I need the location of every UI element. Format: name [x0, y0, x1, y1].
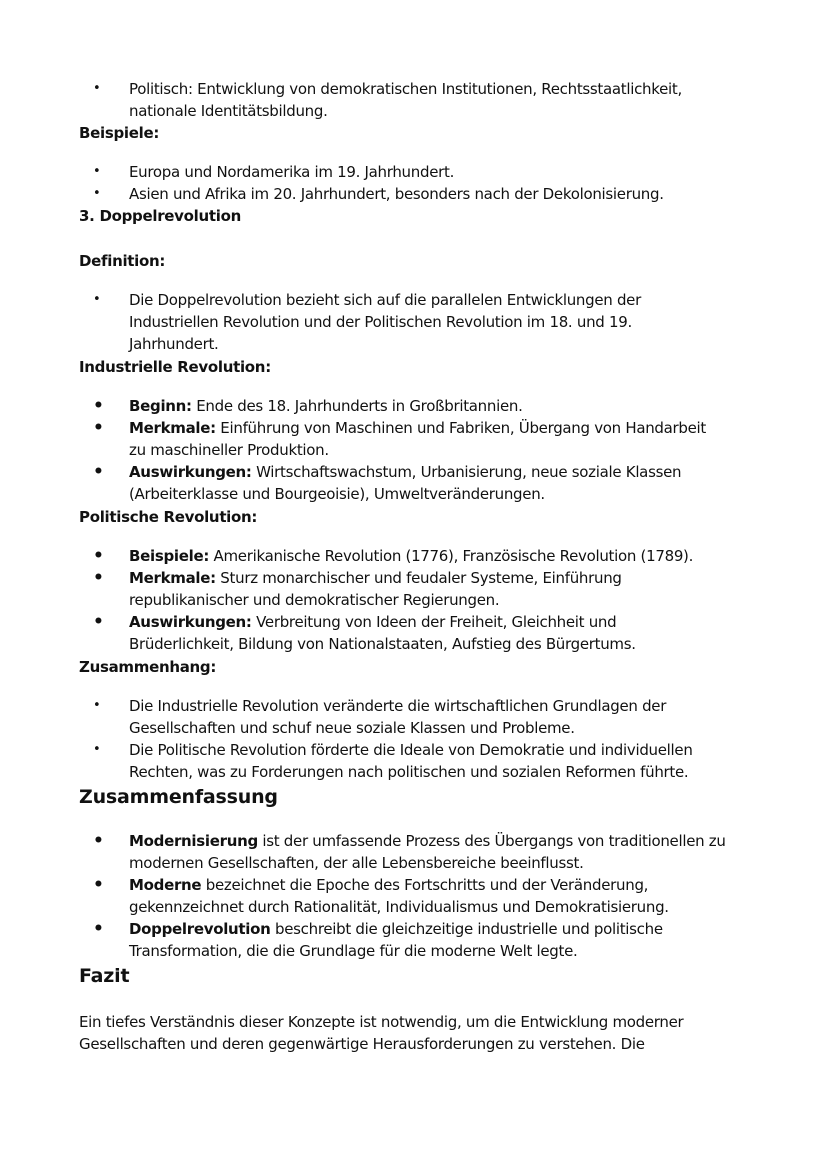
item-label: Beginn: — [129, 397, 192, 415]
item-label: Modernisierung — [129, 832, 258, 850]
bullet-marker: • — [93, 462, 104, 482]
bullet-marker: • — [93, 698, 101, 713]
industrielle-beginn — [129, 395, 523, 417]
definition-line1: Die Doppelrevolution bezieht sich auf die parallelen Entwicklungen der — [129, 291, 641, 309]
item-label: Merkmale: — [129, 569, 216, 587]
bullet-marker: • — [93, 742, 101, 757]
zusammenfassung-item1 — [129, 830, 726, 852]
bullet-marker: • — [93, 186, 101, 201]
fazit-line2: Gesellschaften und deren gegenwärtige Herausforderungen zu verstehen. Die — [79, 1035, 645, 1053]
politische-merkmale — [129, 567, 622, 589]
bullet-marker: • — [93, 568, 104, 588]
zusammenfassung-item1-line2: modernen Gesellschaften, der alle Lebensbereiche beeinflusst. — [129, 854, 584, 872]
item-label: Merkmale: — [129, 419, 216, 437]
industrielle-auswirkungen-line2: (Arbeiterklasse und Bourgeoisie), Umweltveränderungen. — [129, 485, 545, 503]
beispiele-heading: Beispiele: — [79, 124, 160, 142]
zusammenhang-heading: Zusammenhang: — [79, 658, 217, 676]
zusammenfassung-item2 — [129, 874, 648, 896]
beispiele-item-1: Europa und Nordamerika im 19. Jahrhundert. — [129, 163, 455, 181]
bullet-marker: • — [93, 396, 104, 416]
zusammenhang-item2-line2: Rechten, was zu Forderungen nach politischen und sozialen Reformen führte. — [129, 763, 689, 781]
politisch-item-line2: nationale Identitätsbildung. — [129, 102, 328, 120]
item-label: Beispiele: — [129, 547, 210, 565]
bullet-marker: • — [93, 875, 104, 895]
bullet-marker: • — [93, 612, 104, 632]
item-text: Amerikanische Revolution (1776), Französische Revolution (1789). — [209, 547, 694, 565]
zusammenfassung-heading: Zusammenfassung — [79, 786, 278, 808]
definition-heading: Definition: — [79, 252, 166, 270]
zusammenfassung-item2-line2: gekennzeichnet durch Rationalität, Individualismus und Demokratisierung. — [129, 898, 669, 916]
fazit-line1: Ein tiefes Verständnis dieser Konzepte ist notwendig, um die Entwicklung moderner — [79, 1013, 684, 1031]
item-label: Moderne — [129, 876, 202, 894]
politische-heading: Politische Revolution: — [79, 508, 258, 526]
politisch-item-line1: Politisch: Entwicklung von demokratischen Institutionen, Rechtsstaatlichkeit, — [129, 80, 682, 98]
bullet-marker: • — [93, 81, 101, 96]
zusammenhang-item2-line1: Die Politische Revolution förderte die Ideale von Demokratie und individuellen — [129, 741, 693, 759]
item-text: Wirtschaftswachstum, Urbanisierung, neue soziale Klassen — [251, 463, 682, 481]
bullet-marker: • — [93, 292, 101, 307]
item-text: Einführung von Maschinen und Fabriken, Übergang von Handarbeit — [215, 419, 706, 437]
definition-line2: Industriellen Revolution und der Politischen Revolution im 18. und 19. — [129, 313, 632, 331]
definition-line3: Jahrhundert. — [129, 335, 219, 353]
politische-beispiele — [129, 545, 693, 567]
bullet-marker: • — [93, 546, 104, 566]
industrielle-auswirkungen — [129, 461, 681, 483]
zusammenhang-item1-line1: Die Industrielle Revolution veränderte die wirtschaftlichen Grundlagen der — [129, 697, 667, 715]
fazit-heading: Fazit — [79, 965, 130, 987]
zusammenhang-item1-line2: Gesellschaften und schuf neue soziale Klassen und Probleme. — [129, 719, 575, 737]
item-text: Ende des 18. Jahrhunderts in Großbritannien. — [191, 397, 523, 415]
industrielle-heading: Industrielle Revolution: — [79, 358, 271, 376]
politische-auswirkungen — [129, 611, 616, 633]
politische-merkmale-line2: republikanischer und demokratischer Regierungen. — [129, 591, 500, 609]
beispiele-item-2: Asien und Afrika im 20. Jahrhundert, besonders nach der Dekolonisierung. — [129, 185, 664, 203]
item-text: bezeichnet die Epoche des Fortschritts und der Veränderung, — [201, 876, 649, 894]
item-text: ist der umfassende Prozess des Übergangs von traditionellen zu — [257, 832, 726, 850]
item-label: Auswirkungen: — [129, 463, 252, 481]
item-text: beschreibt die gleichzeitige industrielle und politische — [270, 920, 663, 938]
doppelrevolution-heading: 3. Doppelrevolution — [79, 207, 241, 225]
item-label: Auswirkungen: — [129, 613, 252, 631]
bullet-marker: • — [93, 831, 104, 851]
item-text: Verbreitung von Ideen der Freiheit, Gleichheit und — [251, 613, 617, 631]
zusammenfassung-item3 — [129, 918, 663, 940]
zusammenfassung-item3-line2: Transformation, die die Grundlage für die moderne Welt legte. — [129, 942, 578, 960]
industrielle-merkmale — [129, 417, 706, 439]
industrielle-merkmale-line2: zu maschineller Produktion. — [129, 441, 329, 459]
bullet-marker: • — [93, 919, 104, 939]
politische-auswirkungen-line2: Brüderlichkeit, Bildung von Nationalstaaten, Aufstieg des Bürgertums. — [129, 635, 636, 653]
bullet-marker: • — [93, 418, 104, 438]
item-text: Sturz monarchischer und feudaler Systeme, Einführung — [215, 569, 622, 587]
bullet-marker: • — [93, 164, 101, 179]
item-label: Doppelrevolution — [129, 920, 271, 938]
